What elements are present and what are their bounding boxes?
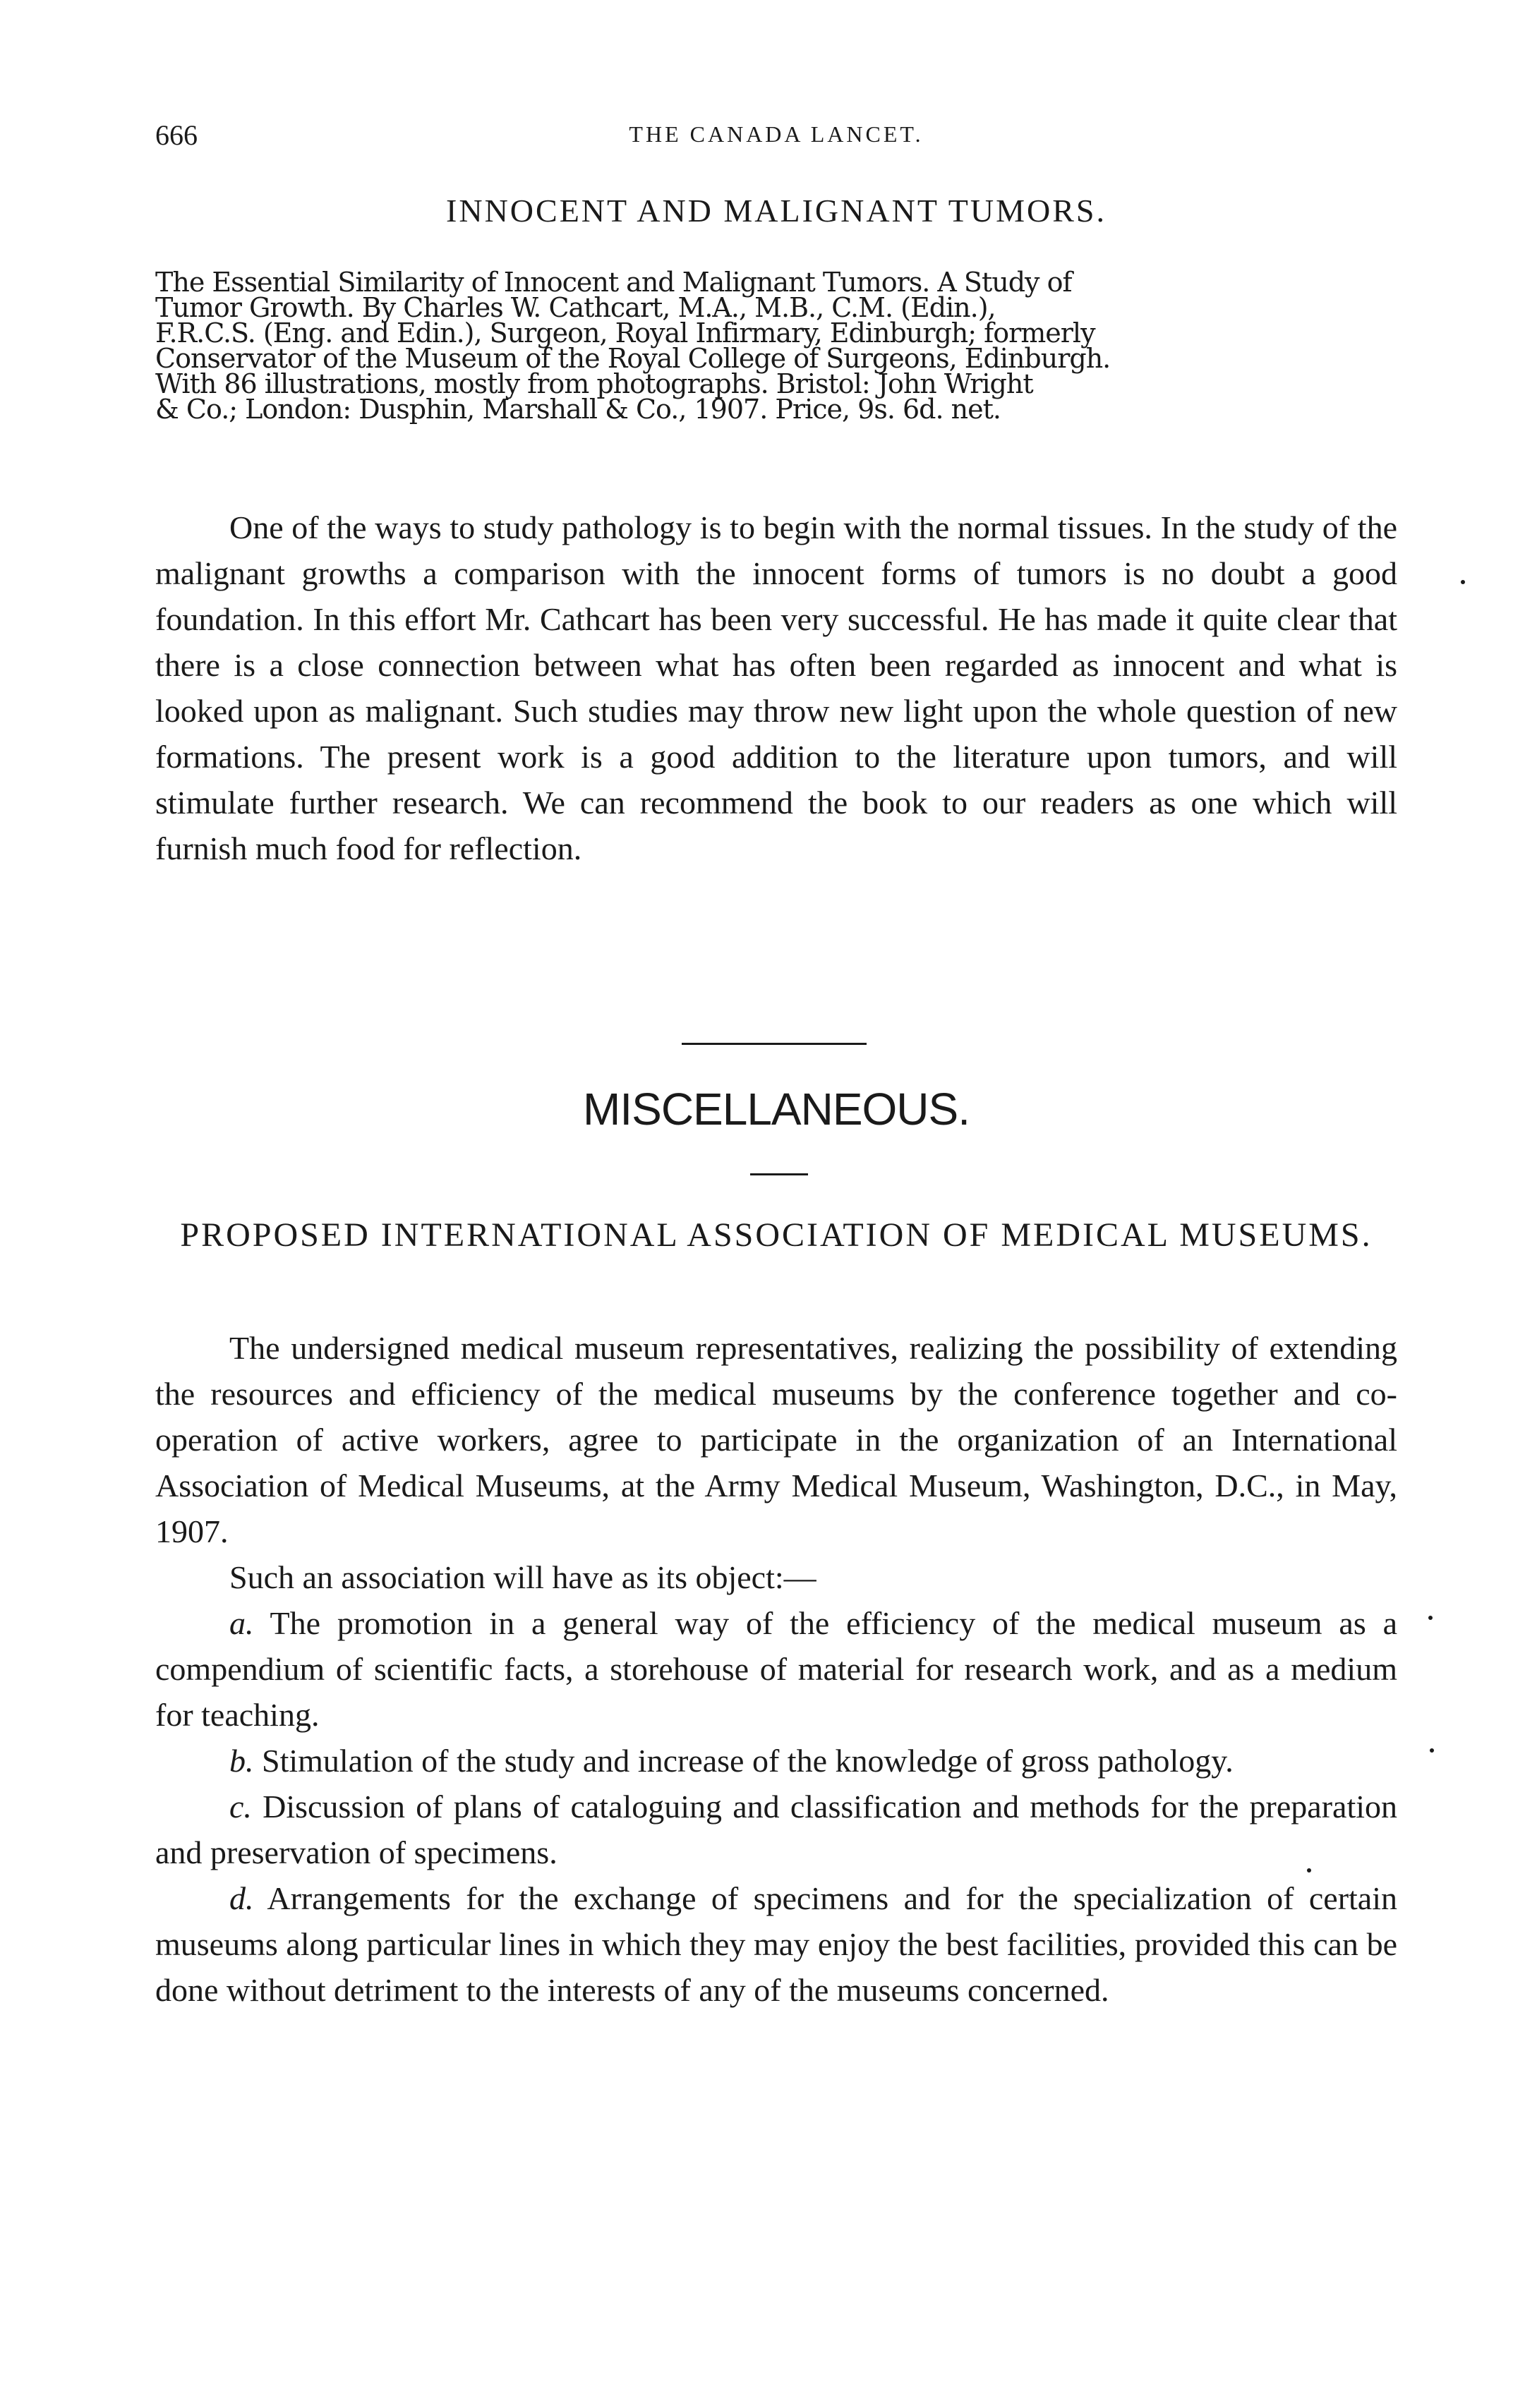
citation-line: F.R.C.S. (Eng. and Edin.), Surgeon, Royal Infirmary, Edinburgh; formerly (155, 317, 1095, 349)
item-text: The promotion in a general way of the efficiency of the medical museum as a compendium of scientific facts, a storehouse of material for research work, and as a medium for teaching. (155, 1605, 1397, 1733)
page-header (155, 119, 1397, 161)
scan-speck (1430, 1748, 1434, 1753)
section-title: MISCELLANEOUS. (583, 1084, 970, 1135)
list-item (155, 1600, 1397, 1738)
book-citation (155, 267, 1397, 425)
item-text: Arrangements for the exchange of specimens and for the specialization of certain museums along particular lines in which they may enjoy the best facilities, provided this can be done without detriment to the interests of any of the museums concerned. (155, 1880, 1398, 2008)
review-body: One of the ways to study pathology is to begin with the normal tissues. In the study of the malignant growths a comparison with the innocent forms of tumors is no doubt a good foundation. In this effort Mr. Cathcart has been very successful. He has made it quite clear that there is a close connection between what has often been regarded as innocent and what is looked upon as malignant. Such studies may throw new light upon the whole question of new formations. The present work is a good addition to the literature upon tumors, and will stimulate further research. We can recommend the book to our readers as one which will furnish much food for reflection. (155, 509, 1397, 866)
running-head: THE CANADA LANCET. (629, 121, 924, 147)
citation-line: & Co.; London: Dusphin, Marshall & Co., 1907. Price, 9s. 6d. net. (155, 394, 1001, 425)
item-text: Stimulation of the study and increase of the knowledge of gross pathology. (262, 1743, 1234, 1779)
scan-speck (1461, 580, 1465, 584)
article-title: PROPOSED INTERNATIONAL ASSOCIATION OF MEDICAL MUSEUMS. (180, 1216, 1373, 1254)
item-marker: c. (229, 1789, 252, 1825)
item-marker: b. (229, 1743, 254, 1779)
intro-paragraph: The undersigned medical museum representatives, realizing the possibility of extending the resources and efficiency of the medical museums by the conference together and co-operation of active workers, agree to participate in the organization of an International Association of Medical Museums, at the Army Medical Museum, Washington, D.C., in May, 1907. (155, 1330, 1397, 1549)
title-rule (750, 1173, 808, 1175)
scan-speck (1307, 1868, 1311, 1872)
item-marker: d. (229, 1880, 254, 1916)
item-marker: a. (229, 1605, 254, 1641)
review-title: INNOCENT AND MALIGNANT TUMORS. (446, 193, 1107, 229)
scan-speck (1428, 1616, 1433, 1620)
list-item (155, 1738, 1397, 1784)
item-text: Discussion of plans of cataloguing and classification and methods for the preparation and preservation of specimens. (155, 1789, 1397, 1870)
citation-line: Tumor Growth. By Charles W. Cathcart, M.A., M.B., C.M. (Edin.), (155, 292, 996, 323)
list-item (155, 1784, 1397, 1875)
page-number: 666 (155, 119, 198, 151)
citation-line: The Essential Similarity of Innocent and Malignant Tumors. A Study of (155, 267, 1072, 298)
section-divider (682, 1043, 867, 1045)
list-item (155, 1875, 1397, 2013)
article-body (155, 1325, 1397, 2013)
citation-line: With 86 illustrations, mostly from photographs. Bristol: John Wright (155, 368, 1033, 399)
citation-line: Conservator of the Museum of the Royal College of Surgeons, Edinburgh. (155, 343, 1111, 374)
object-line: Such an association will have as its object:— (229, 1559, 816, 1595)
